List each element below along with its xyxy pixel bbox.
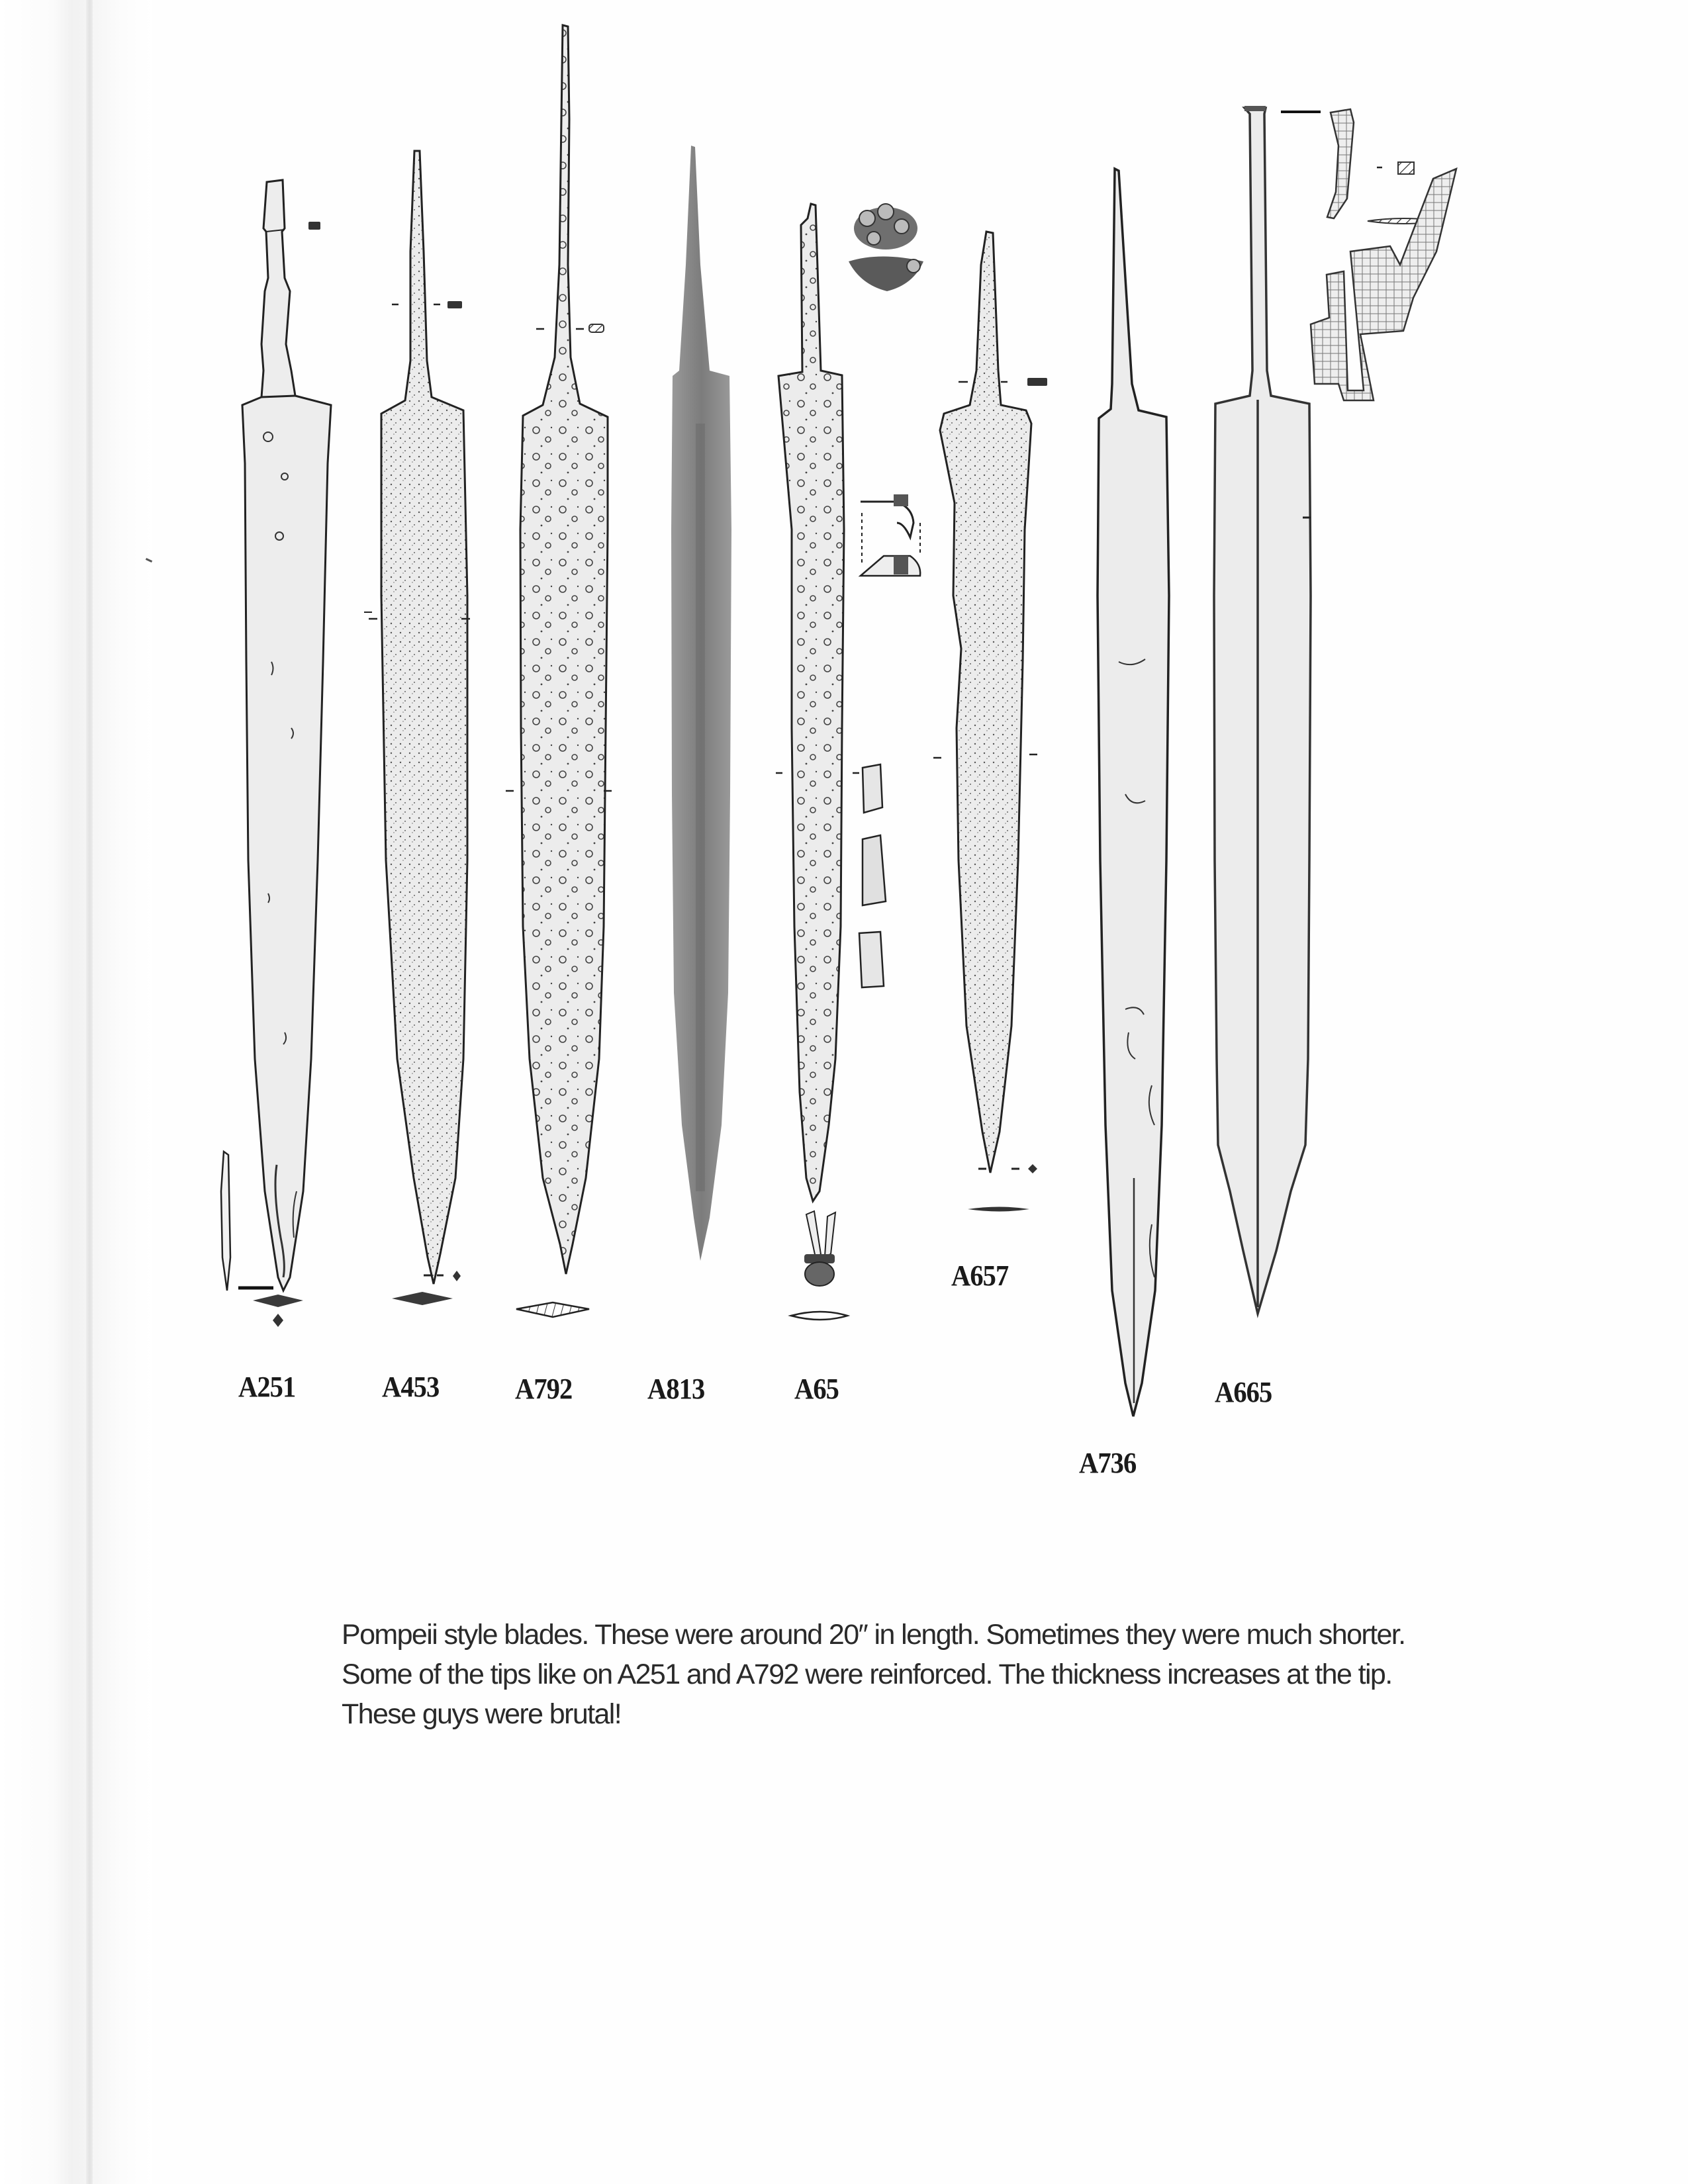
sword-a65-decoration-fragment — [849, 204, 923, 291]
label-a792: A792 — [515, 1373, 573, 1405]
label-a813: A813 — [647, 1373, 705, 1405]
label-a251: A251 — [238, 1371, 296, 1403]
sword-a665-drawing — [1214, 106, 1456, 1314]
label-a65: A65 — [794, 1373, 839, 1405]
sword-a657-drawing — [933, 232, 1047, 1212]
blade-cross-section — [253, 1295, 303, 1307]
tang-cross-section — [308, 222, 320, 230]
sword-a792-drawing — [506, 25, 612, 1317]
sword-a65-scabbard-fragments — [859, 764, 886, 987]
label-a736: A736 — [1079, 1447, 1137, 1479]
caption-line: These guys were brutal! — [342, 1698, 622, 1730]
caption-line: Pompeii style blades. These were around 20″ in length. Sometimes they were much shorter. — [342, 1619, 1405, 1651]
sword-a736-drawing — [1098, 169, 1169, 1416]
tip-cross-section — [273, 1314, 283, 1327]
label-a453: A453 — [382, 1371, 440, 1403]
sword-a453-drawing — [369, 151, 470, 1305]
sword-a251-drawing — [0, 0, 377, 1327]
sword-a65-scabbard-clip — [861, 494, 920, 576]
label-a665: A665 — [1215, 1376, 1272, 1408]
caption-line: Some of the tips like on A251 and A792 were reinforced. The thickness increases at the tip. — [342, 1659, 1392, 1690]
sword-a65-drawing — [776, 204, 923, 1320]
sword-a665-scabbard-detail — [1303, 109, 1456, 518]
label-a657: A657 — [951, 1259, 1009, 1292]
sword-a813-drawing — [671, 146, 731, 1261]
figure-caption — [342, 1615, 1632, 1734]
